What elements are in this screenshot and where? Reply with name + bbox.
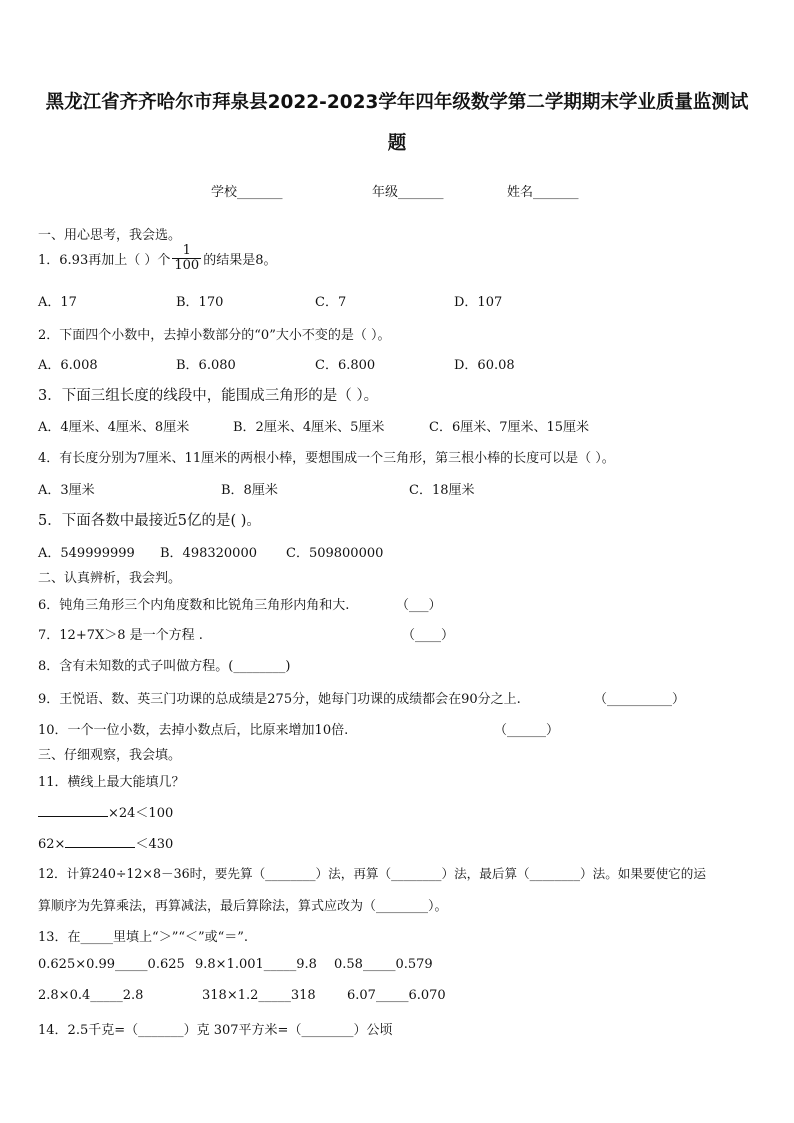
fraction <box>172 244 201 272</box>
question-11: 11．横线上最大能填几？ <box>38 775 185 790</box>
question-6: 6．钝角三角形三个内角度数和比锐角三角形内角和大. <box>38 598 350 613</box>
fraction-denominator: 100 <box>174 257 200 273</box>
q2-option-a: A．6.008 <box>38 358 98 373</box>
question-1-after: 的结果是8。 <box>203 252 277 268</box>
question-6-blank: （___） <box>396 598 442 613</box>
q5-option-c: C．509800000 <box>286 546 384 561</box>
q13-item-3: 0.58_____0.579 <box>334 957 433 972</box>
q3-option-a: A．4厘米、4厘米、8厘米 <box>38 420 190 435</box>
question-13: 13．在_____里填上“＞”“＜”或“＝”. <box>38 930 249 945</box>
section-3-heading: 三、仔细观察，我会填。 <box>38 748 182 763</box>
q1-option-c: C．7 <box>315 295 347 310</box>
q3-option-b: B．2厘米、4厘米、5厘米 <box>233 420 385 435</box>
question-12-line-1: 12．计算240÷12×8－36时，要先算（________）法，再算（________）法，最后算（________）法。如果要使它的运 <box>38 866 706 881</box>
question-11-line-2-before: 62× <box>38 837 66 852</box>
question-4: 4．有长度分别为7厘米、11厘米的两根小棒，要想围成一个三角形，第三根小棒的长度可以是（ ）。 <box>38 451 615 466</box>
question-1 <box>38 244 276 272</box>
question-11-line-1 <box>38 802 173 821</box>
question-10: 10．一个一位小数，去掉小数点后，比原来增加10倍. <box>38 723 349 738</box>
answer-blank <box>38 805 108 817</box>
q4-option-c: C．18厘米 <box>409 483 475 498</box>
q2-option-d: D．60.08 <box>454 358 515 373</box>
q3-option-c: C．6厘米、7厘米、15厘米 <box>429 420 590 435</box>
q2-option-b: B．6.080 <box>176 358 236 373</box>
question-3: 3．下面三组长度的线段中，能围成三角形的是（ ）。 <box>38 388 379 404</box>
q13-item-4: 2.8×0.4_____2.8 <box>38 988 144 1003</box>
q1-option-b: B．170 <box>176 295 224 310</box>
q2-option-c: C．6.800 <box>315 358 376 373</box>
q5-option-b: B．498320000 <box>160 546 257 561</box>
school-field: 学校_______ <box>211 185 283 200</box>
question-7-blank: （____） <box>402 628 455 643</box>
q13-item-1: 0.625×0.99_____0.625 <box>38 957 185 972</box>
question-9-blank: （__________） <box>594 692 686 707</box>
grade-field: 年级_______ <box>372 185 444 200</box>
q5-option-a: A．549999999 <box>38 546 135 561</box>
q4-option-a: A．3厘米 <box>38 483 95 498</box>
question-10-blank: （______） <box>494 723 560 738</box>
question-1-before: 1．6.93再加上（ ）个 <box>38 252 171 268</box>
question-14: 14．2.5千克=（_______）克 307平方米=（________）公顷 <box>38 1023 393 1038</box>
section-1-heading: 一、用心思考，我会选。 <box>38 228 182 243</box>
exam-title-line1: 黑龙江省齐齐哈尔市拜泉县2022-2023学年四年级数学第二学期期末学业质量监测试 <box>45 92 749 113</box>
q13-item-6: 6.07_____6.070 <box>347 988 446 1003</box>
q13-item-5: 318×1.2_____318 <box>202 988 316 1003</box>
question-2: 2．下面四个小数中，去掉小数部分的“0”大小不变的是（ ）。 <box>38 328 391 343</box>
question-8: 8．含有未知数的式子叫做方程。(________) <box>38 659 291 674</box>
q4-option-b: B．8厘米 <box>221 483 278 498</box>
name-field: 姓名_______ <box>507 185 579 200</box>
question-11-line-2 <box>38 833 173 852</box>
q1-option-a: A．17 <box>38 295 77 310</box>
question-11-line-2-after: ＜430 <box>135 837 174 852</box>
section-2-heading: 二、认真辨析，我会判。 <box>38 571 182 586</box>
exam-title-line2: 题 <box>387 133 407 154</box>
q13-item-2: 9.8×1.001_____9.8 <box>195 957 317 972</box>
question-5: 5．下面各数中最接近5亿的是( )。 <box>38 513 261 529</box>
question-12-line-2: 算顺序为先算乘法，再算减法，最后算除法，算式应改为（________）。 <box>38 899 448 914</box>
answer-blank <box>65 836 135 848</box>
fraction-numerator: 1 <box>182 243 191 258</box>
question-9: 9．王悦语、数、英三门功课的总成绩是275分，她每门功课的成绩都会在90分之上. <box>38 692 521 707</box>
q1-option-d: D．107 <box>454 295 503 310</box>
question-7: 7．12+7X＞8 是一个方程 . <box>38 628 203 643</box>
question-11-line-1-text: ×24＜100 <box>108 806 174 821</box>
